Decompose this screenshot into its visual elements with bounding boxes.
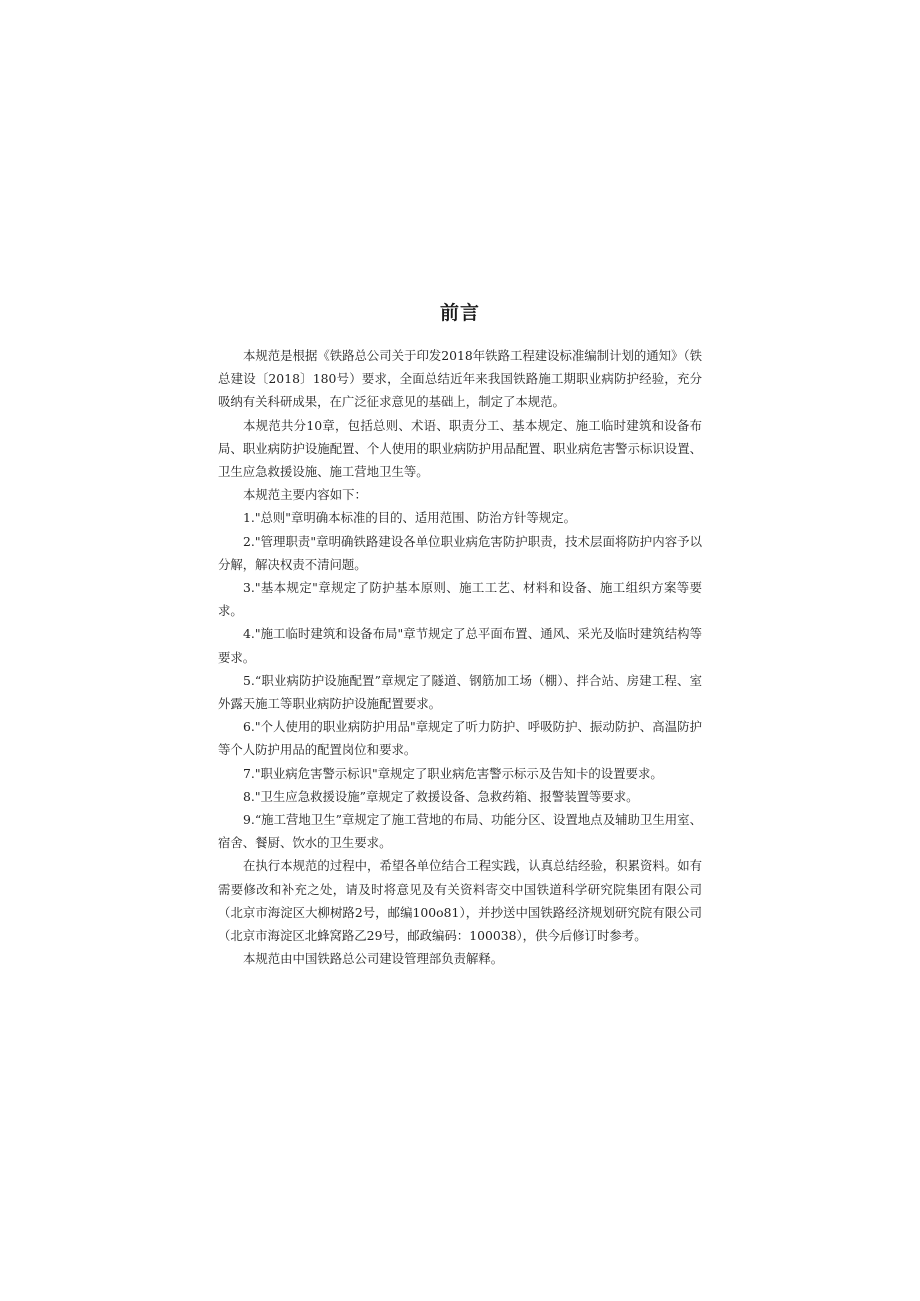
paragraph-feedback: 在执行本规范的过程中，希望各单位结合工程实践，认真总结经验，积累资料。如有需要修改和补充之处，请及时将意见及有关资料寄交中国铁道科学研究院集团有限公司（北京市海淀区大柳树路2号，邮编100o81），并抄送中国铁路经济规划研究院有限公司（北京市海淀区北蜂窝路乙29号，邮政编码：100038），供今后修订时参考。 <box>218 858 702 944</box>
list-item: 9.“施工营地卫生”章规定了施工营地的布局、功能分区、设置地点及辅助卫生用室、宿舍、餐厨、饮水的卫生要求。 <box>218 812 702 851</box>
list-item: 4."施工临时建筑和设备布局"章节规定了总平面布置、通风、采光及临时建筑结构等要求。 <box>218 626 702 665</box>
list-item: 2."管理职责"章明确铁路建设各单位职业病危害防护职责，技术层面将防护内容予以分解，解决权责不清问题。 <box>218 533 702 572</box>
preface-body <box>218 344 702 970</box>
list-item: 6."个人使用的职业病防护用品"章规定了听力防护、呼吸防护、振动防护、高温防护等个人防护用品的配置岗位和要求。 <box>218 719 702 758</box>
paragraph-interpretation: 本规范由中国铁路总公司建设管理部负责解释。 <box>243 951 504 967</box>
paragraph-intro: 本规范是根据《铁路总公司关于印发2018年铁路工程建设标准编制计划的通知》（铁总建设〔2018〕180号）要求，全面总结近年来我国铁路施工期职业病防护经验，充分吸纳有关科研成果，在广泛征求意见的基础上，制定了本规范。 <box>218 348 703 410</box>
list-item: 1."总则"章明确本标准的目的、适用范围、防治方针等规定。 <box>243 510 576 526</box>
page-title: 前言 <box>439 302 480 324</box>
paragraph-contents-heading: 本规范主要内容如下： <box>243 487 367 503</box>
list-item: 8."卫生应急救援设施”章规定了救援设备、急救药箱、报警装置等要求。 <box>243 788 639 804</box>
paragraph-chapters: 本规范共分10章，包括总则、术语、职责分工、基本规定、施工临时建筑和设备布局、职业病防护设施配置、个人使用的职业病防护用品配置、职业病危害警示标识设置、卫生应急救援设施、施工营地卫生等。 <box>218 417 702 480</box>
list-item: 5.“职业病防护设施配置”章规定了隧道、钢筋加工场（棚）、拌合站、房建工程、室外露天施工等职业病防护设施配置要求。 <box>218 672 702 712</box>
list-item: 3."基本规定"章规定了防护基本原则、施工工艺、材料和设备、施工组织方案等要求。 <box>218 580 702 619</box>
list-item: 7."职业病危害警示标识"章规定了职业病危害警示标示及告知卡的设置要求。 <box>243 765 663 781</box>
